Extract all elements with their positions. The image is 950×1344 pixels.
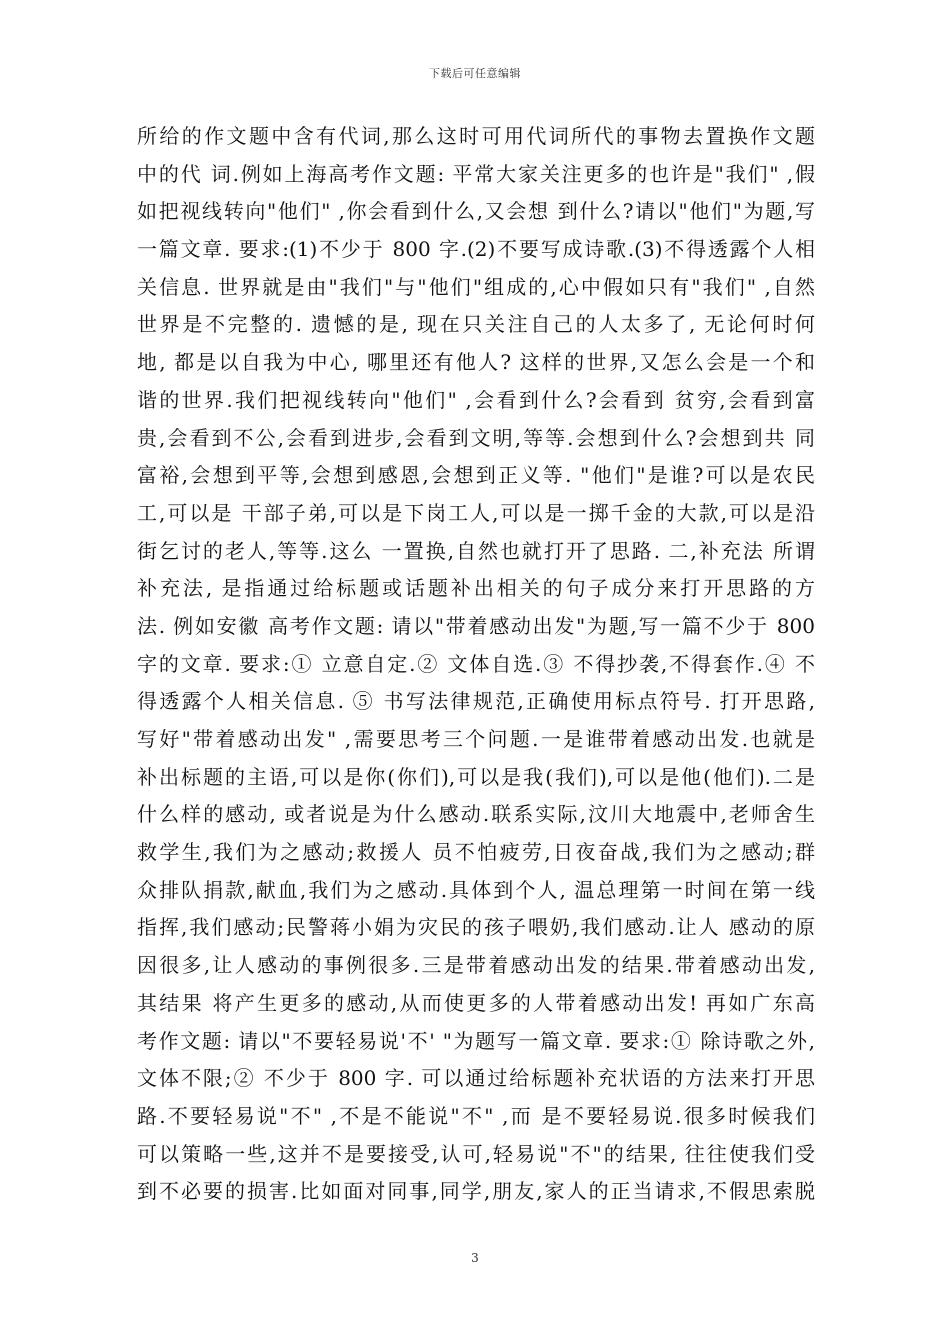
text-line: 中的代 词.例如上海高考作文题: 平常大家关注更多的也许是"我们" ,假: [137, 161, 815, 186]
text-line: 众排队捐款,献血,我们为之感动.具体到个人, 温总理第一时间在第一线: [137, 877, 815, 902]
text-line: 工,可以是 干部子弟,可以是下岗工人,可以是一掷千金的大款,可以是沿: [137, 500, 815, 525]
text-line: 得透露个人相关信息. ⑤ 书写法律规范,正确使用标点符号. 打开思路,: [137, 689, 815, 714]
text-line: 富裕,会想到平等,会想到感恩,会想到正义等. "他们"是谁?可以是农民: [137, 463, 815, 488]
text-line: 谐的世界.我们把视线转向"他们" ,会看到什么?会看到 贫穷,会看到富: [137, 387, 815, 412]
text-line: 其结果 将产生更多的感动,从而使更多的人带着感动出发! 再如广东高: [137, 990, 815, 1015]
text-line: 世界是不完整的. 遗憾的是, 现在只关注自己的人太多了, 无论何时何: [137, 312, 815, 337]
text-line: 文体不限;② 不少于 800 字. 可以通过给标题补充状语的方法来打开思: [137, 1066, 815, 1091]
text-line: 什么样的感动, 或者说是为什么感动.联系实际,汶川大地震中,老师舍生: [137, 802, 815, 827]
text-line: 指挥,我们感动;民警蒋小娟为灾民的孩子喂奶,我们感动.让人 感动的原: [137, 915, 815, 940]
body-text: [137, 118, 815, 1211]
text-line: 救学生,我们为之感动;救援人 员不怕疲劳,日夜奋战,我们为之感动;群: [137, 840, 815, 865]
text-line: 贵,会看到不公,会看到进步,会看到文明,等等.会想到什么?会想到共 同: [137, 425, 815, 450]
text-line: 地, 都是以自我为中心, 哪里还有他人? 这样的世界,又怎么会是一个和: [137, 350, 815, 375]
text-line: 考作文题: 请以"不要轻易说'不' "为题写一篇文章. 要求:① 除诗歌之外,: [137, 1028, 815, 1053]
text-line: 路.不要轻易说"不" ,不是不能说"不" ,而 是不要轻易说.很多时候我们: [137, 1103, 815, 1128]
text-line: 如把视线转向"他们" ,你会看到什么,又会想 到什么?请以"他们"为题,写: [137, 199, 815, 224]
text-line: 关信息. 世界就是由"我们"与"他们"组成的,心中假如只有"我们" ,自然: [137, 274, 815, 299]
text-line: 因很多,让人感动的事例很多.三是带着感动出发的结果.带着感动出发,: [137, 953, 815, 978]
text-line: 一篇文章. 要求:(1)不少于 800 字.(2)不要写成诗歌.(3)不得透露个人相: [137, 237, 815, 262]
text-line: 到不必要的损害.比如面对同事,同学,朋友,家人的正当请求,不假思索脱: [137, 1179, 815, 1204]
text-line: 补出标题的主语,可以是你(你们),可以是我(我们),可以是他(他们).二是: [137, 764, 815, 789]
text-line: 字的文章. 要求:① 立意自定.② 文体自选.③ 不得抄袭,不得套作.④ 不: [137, 651, 815, 676]
text-line: 法. 例如安徽 高考作文题: 请以"带着感动出发"为题,写一篇不少于 800: [137, 613, 815, 638]
text-line: 写好"带着感动出发" ,需要思考三个问题.一是谁带着感动出发.也就是: [137, 727, 815, 751]
text-line: 所给的作文题中含有代词,那么这时可用代词所代的事物去置换作文题: [137, 124, 815, 148]
page-header: 下载后可任意编辑: [429, 67, 521, 80]
text-line: 可以策略一些,这并不是要接受,认可,轻易说"不"的结果, 往往使我们受: [137, 1141, 815, 1166]
page-number: 3: [471, 1251, 479, 1265]
text-line: 补充法, 是指通过给标题或话题补出相关的句子成分来打开思路的方: [137, 576, 815, 601]
text-line: 街乞讨的老人,等等.这么 一置换,自然也就打开了思路. 二,补充法 所谓: [137, 538, 815, 563]
